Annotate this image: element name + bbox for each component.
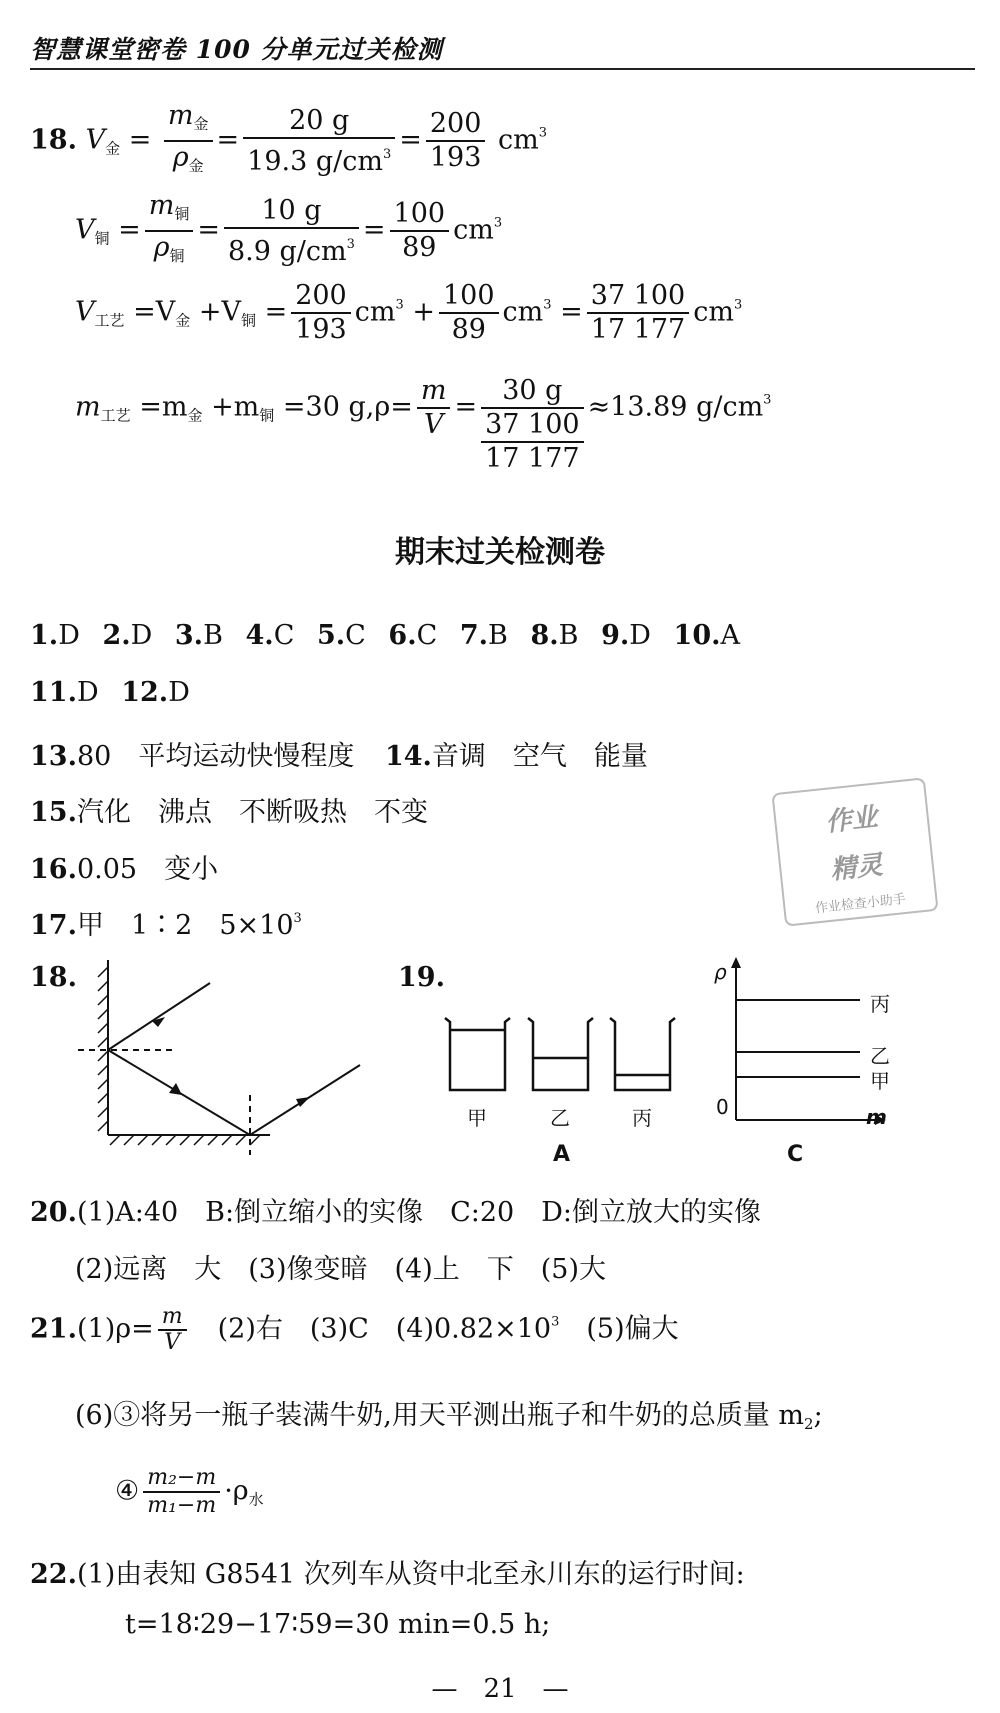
- series-label: 乙: [870, 1044, 890, 1068]
- answer-item: 1.D: [30, 620, 80, 651]
- answer-item: 11.D: [30, 677, 99, 708]
- answer-item: 8.B: [530, 620, 579, 651]
- origin-label: 0: [716, 1095, 729, 1119]
- answer-21-line1: 21.(1)ρ= $\frac{m}{V}$ (2)右 (3)C $(4)0.82\times 10^3$ (5)偏大: [30, 1304, 679, 1355]
- beakers-figure: [440, 1010, 700, 1100]
- q18-number: 18.: [30, 962, 77, 993]
- answer-22-line1: 22.(1)由表知 G8541 次列车从资中北至永川东的运行时间:: [30, 1559, 745, 1590]
- y-axis-arrow: [731, 957, 741, 968]
- answer-row-1: [30, 620, 740, 651]
- answer-22-line2: t=18∶29−17∶59=30 min=0.5 h;: [125, 1609, 551, 1640]
- answer-row-17: 17.甲 1∶2 $5\times 10^3$: [30, 910, 302, 941]
- q18-calc-line1: 18. $V_金$ = $\frac{m_金}{\rho_金}$ = $\frac{20 g}{19.3 g/cm^3}$ = $\frac{200}{193}$ $cm^3$: [30, 100, 547, 182]
- running-header: 智慧课堂密卷 100 分单元过关检测: [30, 35, 443, 64]
- fraction: $\frac{\text{m₂−m}}{\text{m₁−m}}$: [143, 1465, 220, 1519]
- answer-row-15: 15.汽化 沸点 不断吸热 不变: [30, 797, 428, 828]
- answer-item: 9.D: [601, 620, 651, 651]
- fraction: $\frac{m}{V}$: [158, 1305, 187, 1355]
- axis-label-m: m: [866, 1105, 887, 1129]
- section-title: 期末过关检测卷: [395, 535, 605, 570]
- fraction: $\frac{m_铜}{\rho_铜}$: [145, 190, 194, 272]
- fraction: $\frac{10 g}{8.9 g/cm^3}$: [224, 195, 359, 268]
- answer-20-line1: 20.(1)A:40 B:倒立缩小的实像 C:20 D:倒立放大的实像: [30, 1197, 761, 1228]
- answer-row-13-14: 13.80 平均运动快慢程度 14.音调 空气 能量: [30, 741, 648, 772]
- fraction: $\frac{200}{193}$: [291, 280, 351, 346]
- figure-label-c: C: [787, 1142, 804, 1167]
- beaker-label: 乙: [550, 1106, 570, 1130]
- fraction: $\frac{100}{89}$: [390, 198, 450, 264]
- q18-calc-line4: $m_{工艺} =m_金 +m_铜 =30$ g,ρ= $\frac{m}{V}$ = 30 g 37 100 17 177 ≈13.89 $g/cm^3$: [75, 375, 772, 474]
- fraction: $\frac{100}{89}$: [439, 280, 499, 346]
- incident-ray: [108, 983, 210, 1050]
- series-label: 甲: [870, 1069, 890, 1093]
- axis-label-rho: ρ: [714, 960, 727, 984]
- q18-calc-line2: $V_铜$ = $\frac{m_铜}{\rho_铜}$ = $\frac{10 g}{8.9 g/cm^3}$ = $\frac{100}{89}$ $cm^3$: [75, 190, 502, 272]
- q19-number: 19.: [398, 962, 445, 993]
- arrow-head: [152, 1017, 165, 1027]
- answer-item: 4.C: [245, 620, 295, 651]
- answer-item: 12.D: [121, 677, 190, 708]
- answer-21-line3: ④ $\frac{\text{m₂−m}}{\text{m₁−m}}$ $\cdot\rho_水$: [115, 1465, 264, 1518]
- fraction: $\frac{37 100}{17 177}$: [587, 280, 689, 346]
- complex-fraction: 30 g 37 100 17 177: [481, 375, 583, 475]
- answer-item: 3.B: [174, 620, 223, 651]
- beaker-3: [610, 1018, 675, 1090]
- header-rule: [30, 68, 975, 70]
- q18-reflection-diagram: [70, 955, 390, 1155]
- answer-20-line2: (2)远离 大 (3)像变暗 (4)上 下 (5)大: [75, 1254, 606, 1285]
- stamp-logo: 作业 精灵 作业检查小助手: [771, 777, 938, 926]
- arrow-head: [169, 1083, 182, 1095]
- fraction: $\frac{m_金}{\rho_金}$: [164, 100, 213, 182]
- beaker-label: 甲: [467, 1106, 487, 1130]
- fraction: $\frac{m}{V}$: [417, 375, 451, 441]
- answer-item: 6.C: [388, 620, 438, 651]
- answer-item: 7.B: [459, 620, 508, 651]
- question-number: 18.: [30, 124, 77, 156]
- answer-row-16: 16.0.05 变小: [30, 854, 219, 885]
- q18-calc-line3: $V_{工艺} =V_金 +V_铜$ = $\frac{200}{193}$ $cm^3$ + $\frac{100}{89}$ $cm^3$ = $\frac{37 100}{17 177}$ $cm^3$: [75, 280, 743, 345]
- fraction: $\frac{200}{193}$: [426, 108, 486, 174]
- answer-21-line2: (6)③将另一瓶子装满牛奶,用天平测出瓶子和牛奶的总质量 $m_2$;: [75, 1400, 823, 1433]
- fraction: $\frac{20 g}{19.3 g/cm^3}$: [243, 105, 395, 178]
- beaker-label: 丙: [632, 1106, 652, 1130]
- answer-row-2: [30, 677, 190, 708]
- beaker-2: [528, 1018, 593, 1090]
- figure-label-a: A: [553, 1142, 571, 1167]
- answer-item: 2.D: [102, 620, 153, 651]
- answer-item: 10.A: [673, 620, 741, 651]
- answer-item: 5.C: [316, 620, 366, 651]
- series-label: 丙: [870, 992, 890, 1016]
- page-number: — 21 —: [431, 1674, 569, 1704]
